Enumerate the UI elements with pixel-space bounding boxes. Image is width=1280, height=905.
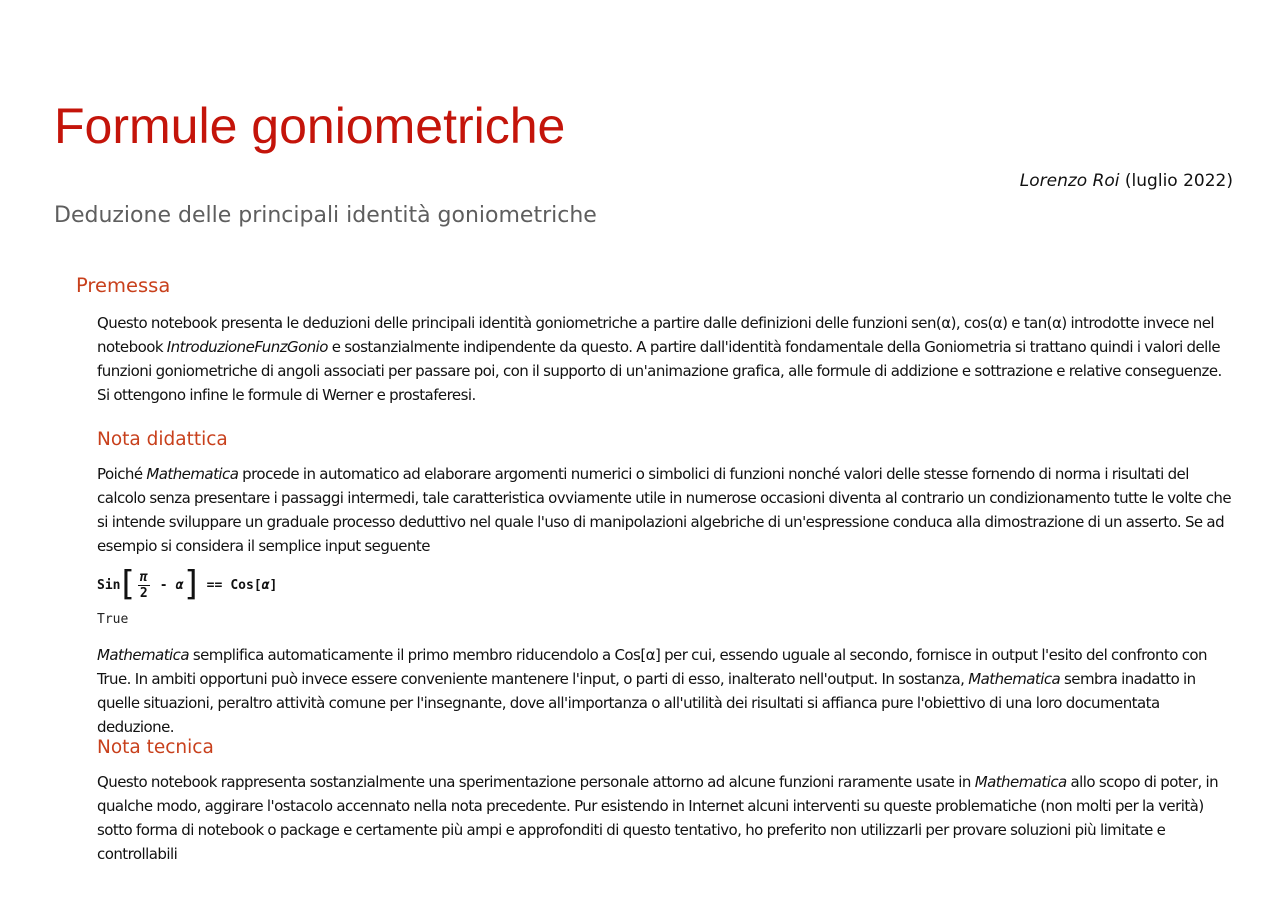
code-fraction-numerator: π [139, 569, 148, 585]
nota-didattica-text-d: sembra inadatto in quelle situazioni, peraltro attività comune per l'insegnante, dove all'importanza o all'utilità dei risultati si affianca pure l'obiettivo di una loro documentata deduzione. [97, 670, 1196, 736]
author-date: (luglio 2022) [1124, 171, 1233, 191]
code-cos-open-bracket: [ [253, 577, 262, 593]
nota-tecnica-text-b: allo scopo di poter, in qualche modo, aggirare l'ostacolo accennato nella nota precedente. Pur esistendo in Internet alcuni interventi su queste problematiche (non molti per la verità) sotto forma di notebook o package e certamente più ampi e approfonditi di questo tentativo, ho preferito non utilizzarli per provare soluzioni più limitate e controllabili [97, 773, 1219, 863]
code-open-bracket: [ [121, 564, 135, 604]
code-sin-function: Sin [97, 577, 121, 593]
code-cos-function: Cos [230, 577, 254, 593]
nota-didattica-text-a: Poiché [97, 465, 147, 483]
author-line [1020, 169, 1233, 193]
section-heading-premessa: Premessa [76, 274, 171, 297]
code-equals-operator: == [206, 577, 223, 593]
section-heading-nota-didattica: Nota didattica [97, 429, 228, 450]
mathematica-name: Mathematica [974, 773, 1067, 791]
nota-didattica-paragraph-1 [97, 462, 1234, 558]
input-cell[interactable] [97, 564, 277, 606]
code-cos-argument: α [261, 577, 270, 593]
premessa-text-b: e sostanzialmente indipendente da questo. A partire dall'identità fondamentale della Goniometria si trattano quindi i valori delle funzioni goniometriche di angoli associati per passare poi, con il supporto di un'animazione grafica, alle formule di addizione e sottrazione e relative conseguenze. Si ottengono infine le formule di Werner e prostaferesi. [97, 338, 1222, 404]
mathematica-name: Mathematica [97, 646, 189, 664]
code-alpha-variable: α [175, 577, 184, 593]
output-cell: True [97, 612, 129, 627]
nota-didattica-paragraph-2 [97, 643, 1234, 739]
mathematica-name: Mathematica [146, 465, 239, 483]
code-cos-close-bracket: ] [269, 577, 278, 593]
nota-tecnica-paragraph [97, 770, 1234, 866]
premessa-text-a: Questo notebook presenta le deduzioni delle principali identità goniometriche a partire dalle definizioni delle funzioni sen(α), cos(α) e tan(α) introdotte invece nel notebook [97, 314, 1215, 356]
nota-didattica-text-c: semplifica automaticamente il primo membro riducendolo a Cos[α] per cui, essendo uguale al secondo, fornisce in output l'esito del confronto con True. In ambiti opportuni può invece essere conveniente mantenere l'input, o parti di esso, inalterato nell'output. In sostanza, [97, 646, 1207, 688]
code-minus-operator: - [159, 577, 168, 593]
section-heading-nota-tecnica: Nota tecnica [97, 737, 214, 758]
code-fraction-denominator: 2 [139, 585, 148, 601]
premessa-notebook-reference: IntroduzioneFunzGonio [166, 338, 328, 356]
code-close-bracket: ] [184, 564, 198, 604]
mathematica-name: Mathematica [968, 670, 1061, 688]
notebook-subtitle: Deduzione delle principali identità goniometriche [54, 203, 597, 228]
code-fraction [138, 570, 150, 601]
nota-didattica-text-b: procede in automatico ad elaborare argomenti numerici o simbolici di funzioni nonché valori delle stesse fornendo di norma i risultati del calcolo senza presentare i passaggi intermedi, tale caratteristica ovviamente utile in numerose occasioni diventa al contrario un condizionamento tutte le volte che si intende sviluppare un graduale processo deduttivo nel quale l'uso di manipolazioni algebriche di un'espressione conduca alla dimostrazione di un asserto. Se ad esempio si considera il semplice input seguente [97, 465, 1232, 555]
notebook-title: Formule goniometriche [54, 98, 566, 154]
nota-tecnica-text-a: Questo notebook rappresenta sostanzialmente una sperimentazione personale attorno ad alcune funzioni raramente usate in [97, 773, 975, 791]
author-name: Lorenzo Roi [1019, 171, 1120, 191]
premessa-paragraph [97, 311, 1234, 407]
